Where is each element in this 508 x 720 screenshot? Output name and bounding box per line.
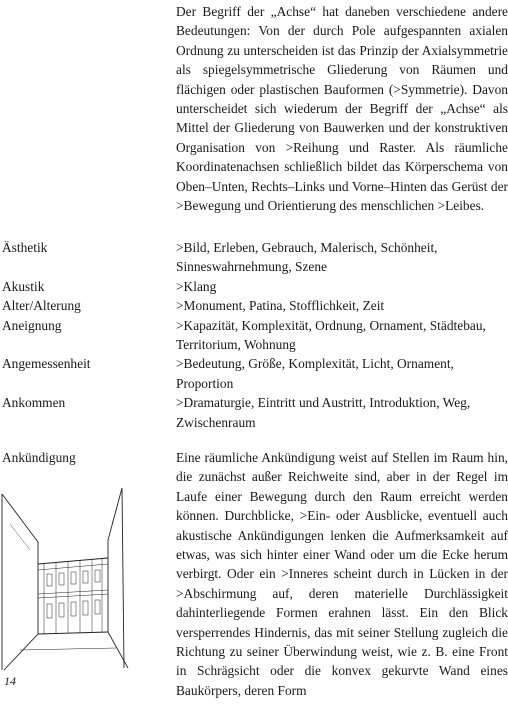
reference-definition: >Dramaturgie, Eintritt und Austritt, Introduktion, Weg, Zwischenraum [176,395,471,430]
reference-definition: >Kapazität, Komplexität, Ordnung, Ornament, Städtebau, Territorium, Wohnung [176,317,486,353]
page-number: 14 [4,674,16,688]
list-item [0,393,508,432]
list-item [0,296,508,315]
reference-term: Angemessenheit [2,356,91,372]
entry-term: Ankündigung [2,450,76,465]
reference-definition: >Bedeutung, Größe, Komplexität, Licht, Ornament, Proportion [176,356,454,391]
reference-term: Aneignung [2,317,62,333]
architectural-sketch-illustration [0,484,150,674]
list-item [0,277,508,296]
reference-term: Ankommen [2,395,66,411]
reference-definition: >Monument, Patina, Stofflichkeit, Zeit [176,298,385,314]
reference-list [0,238,508,432]
list-item [0,316,508,355]
reference-definition: >Bild, Erleben, Gebrauch, Malerisch, Schönheit, Sinneswahrnehmung, Szene [176,240,438,275]
reference-term: Akustik [2,278,45,294]
reference-definition: >Klang [176,278,217,294]
entry-body: Eine räumliche Ankündigung weist auf Stellen im Raum hin, die zunächst außer Reichweite sind, aber in der Regel im Laufe einer Bewegung durch den Raum erreicht werden können. Durchblicke, >Ein- oder Ausblicke, eventuell auch akustische Ankündigungen lenken die Aufmerksamkeit auf etwas, was sich hinter einer Wand oder um die Ecke herum verbirgt. Oder ein >Inneres scheint durch in Lücken in der >Abschirmung auf, deren materielle Durchlässigkeit dahinterliegende Formen erahnen lässt. Ein den Blick versperrendes Hindernis, das mit seiner Stellung zugleich die Richtung zu seiner Überwindung weist, wie z. B. eine Front in Schrägsicht oder die konvex gekurvte Wand eines Baukörpers, deren Form [176,450,508,698]
list-item [0,238,508,277]
reference-term: Alter/Alterung [2,298,81,314]
reference-term: Ästhetik [2,240,48,255]
intro-paragraph: Der Begriff der „Achse“ hat daneben verschiedene andere Bedeutungen: Von der durch Pole aufgespannten axialen Ordnung zu unterscheiden ist das Prinzip der Axialsymmetrie als spiegelsymmetrische Gliederung von Räumen und flächigen oder plastischen Bauformen (>Symmetrie). Davon unterscheidet sich wiederum der Begriff der „Achse“ als Mittel der Gliederung von Bauwerken und der konstruktiven Organisation von >Reihung und Raster. Als räumliche Koordinatenachsen schließlich bildet das Körperschema von Oben–Unten, Rechts–Links und Vorne–Hinten das Gerüst der >Bewegung und Orientierung des menschlichen >Leibes. [176,4,508,214]
list-item [0,354,508,393]
